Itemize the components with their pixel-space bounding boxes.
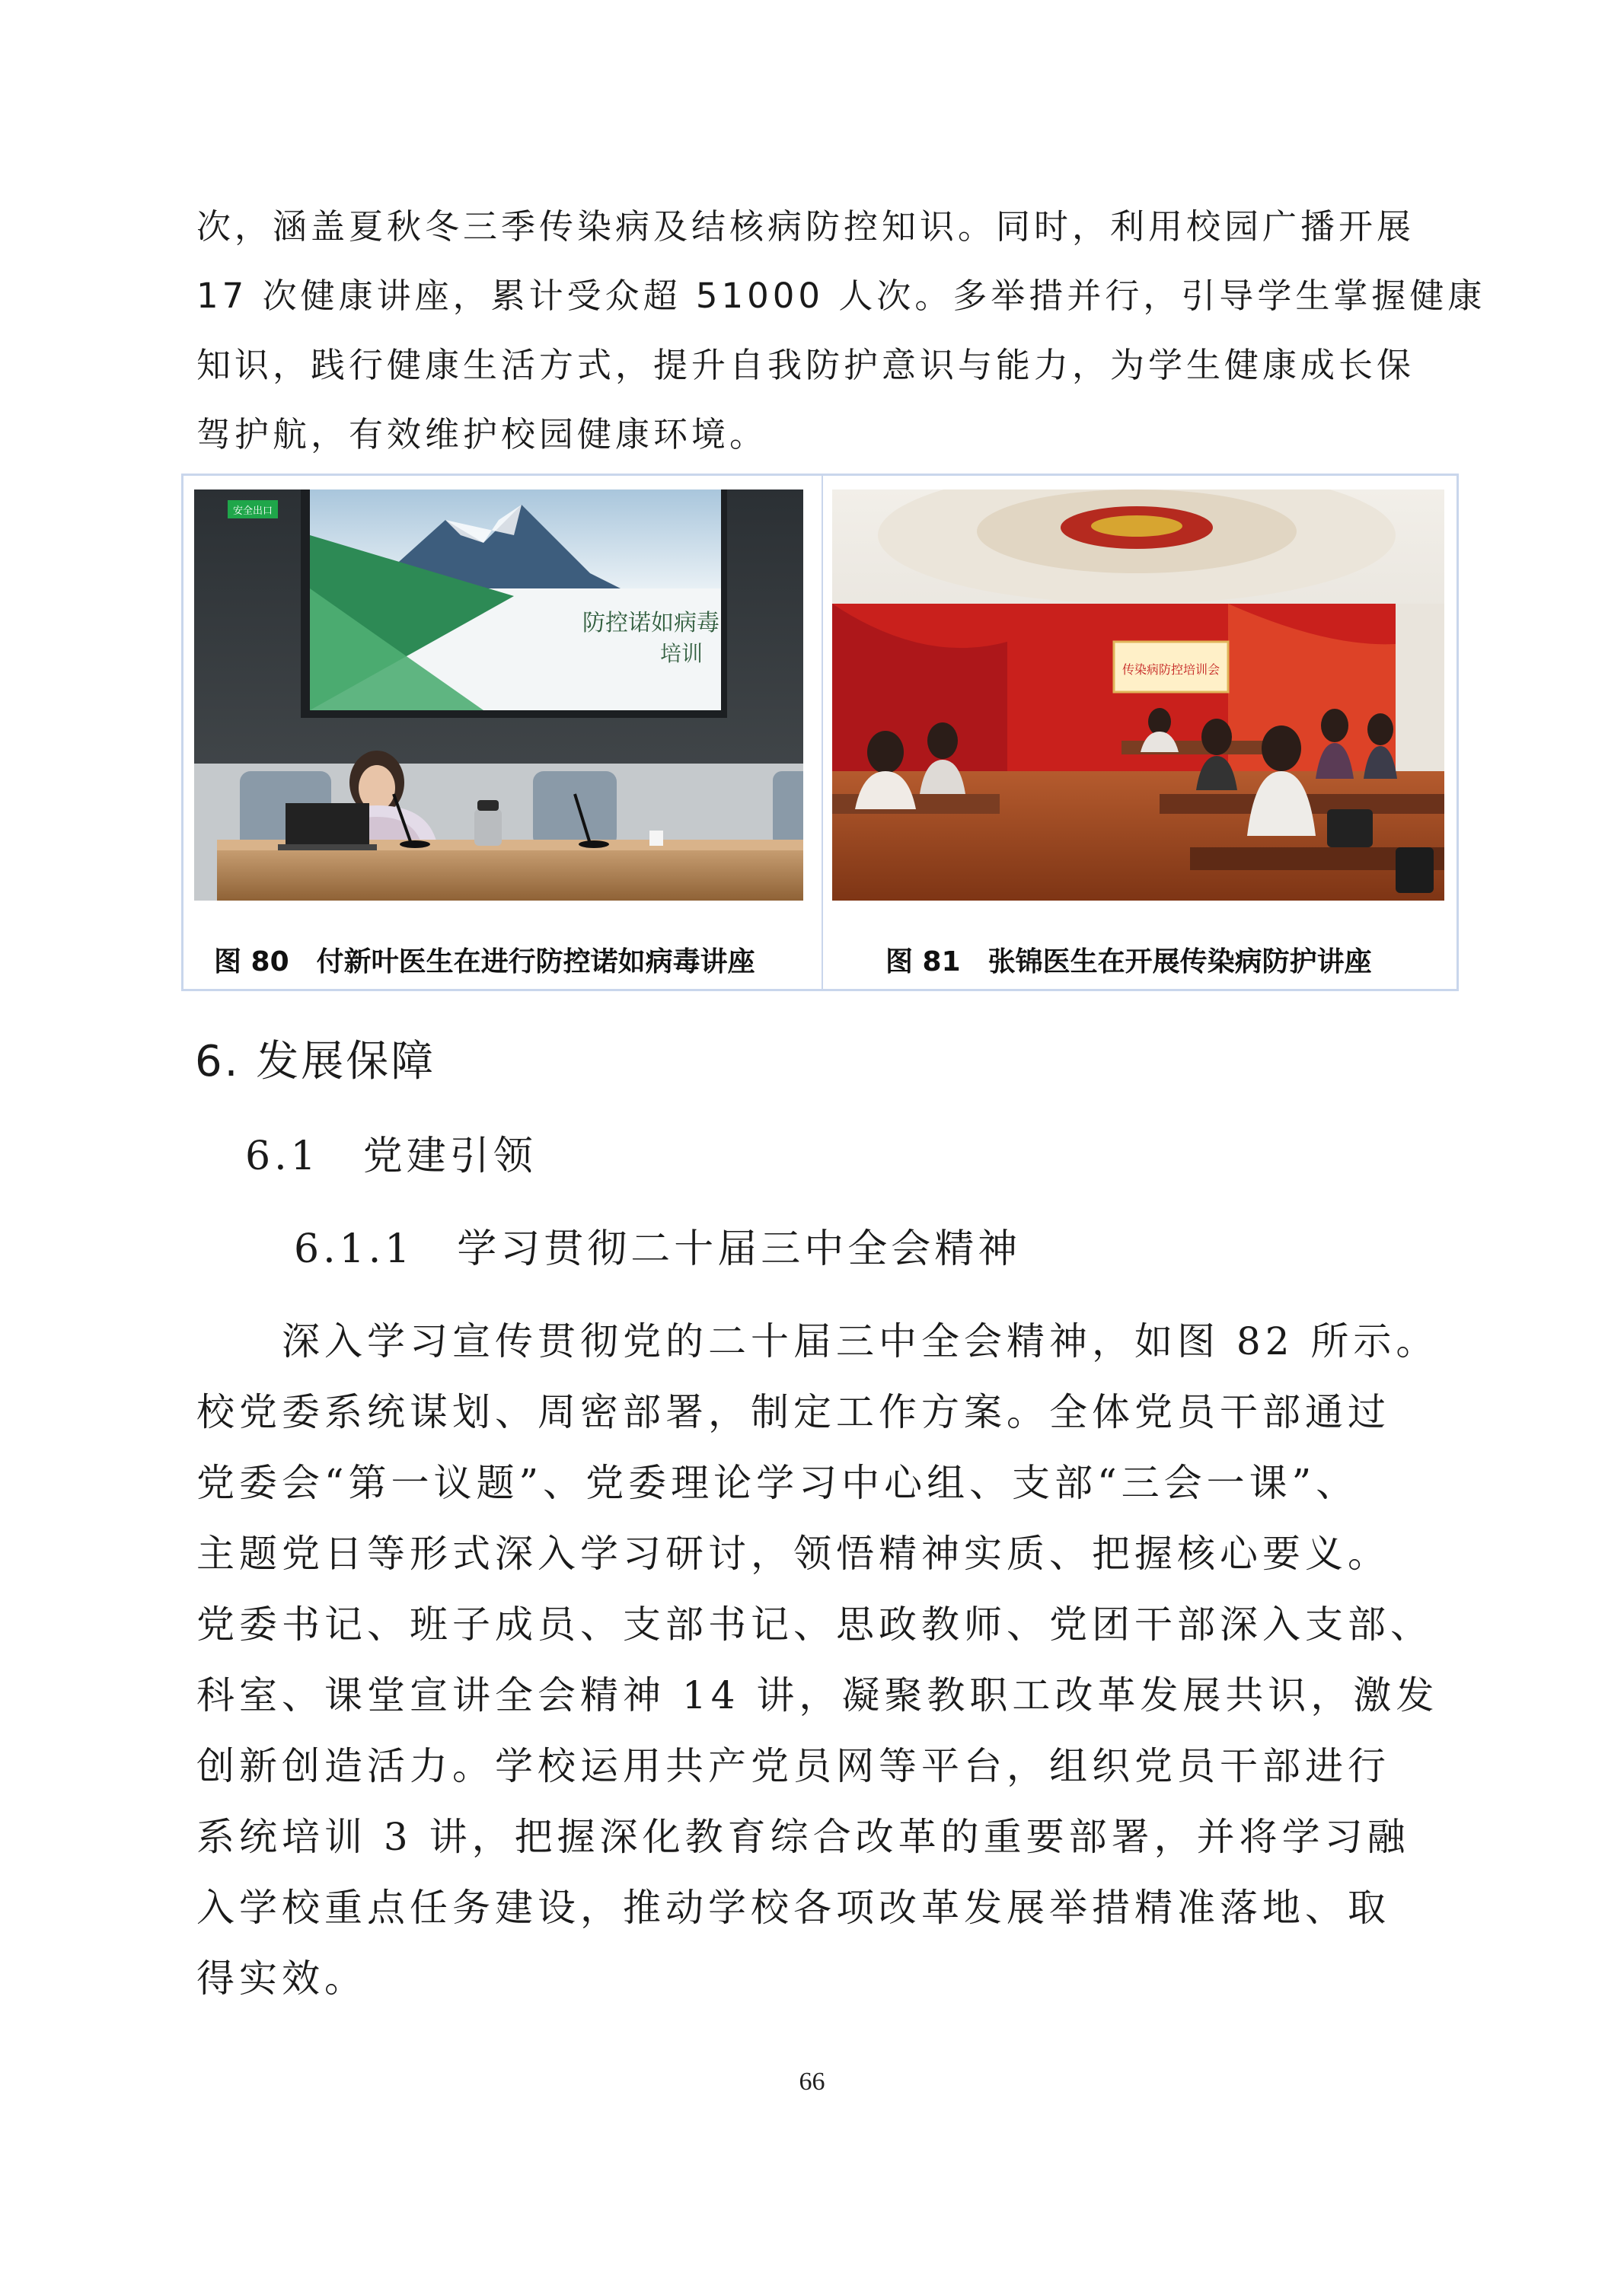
page-number: 66 (799, 2068, 825, 2096)
body-line: 得实效。 (196, 1956, 367, 2001)
section-heading-level1: 6. 发展保障 (195, 1037, 436, 1086)
body-line: 党委书记、班子成员、支部书记、思政教师、党团干部深入支部、 (196, 1602, 1433, 1647)
intro-line: 驾护航，有效维护校园健康环境。 (196, 414, 768, 454)
figure-81-caption: 图 81 张锦医生在开展传染病防护讲座 (885, 946, 1372, 977)
intro-line: 17 次健康讲座，累计受众超 51000 人次。多举措并行，引导学生掌握健康 (196, 276, 1486, 316)
photo-lecture-infectious-image (832, 489, 1444, 901)
body-line: 科室、课堂宣讲全会精神 14 讲，凝聚教职工改革发展共识，激发 (196, 1673, 1439, 1717)
photo-lecture-norovirus-image (194, 489, 803, 901)
section-heading-level3: 6.1.1 学习贯彻二十届三中全会精神 (294, 1226, 1022, 1272)
banner-text: 传染病防控培训会 (1121, 662, 1220, 677)
photo-lecture-norovirus (194, 489, 803, 901)
intro-line: 知识，践行健康生活方式，提升自我防护意识与能力，为学生健康成长保 (196, 345, 1415, 385)
figure-80-caption: 图 80 付新叶医生在进行防控诺如病毒讲座 (214, 946, 755, 977)
intro-paragraph (196, 192, 1486, 469)
screen-title-line1: 防控诺如病毒 (582, 610, 719, 636)
screen-title-line2: 培训 (659, 641, 704, 666)
figure-divider (822, 476, 823, 989)
photo-lecture-infectious (832, 489, 1444, 901)
body-line: 党委会“第一议题”、党委理论学习中心组、支部“三会一课”、 (196, 1461, 1359, 1505)
body-line: 创新创造活力。学校运用共产党员网等平台，组织党员干部进行 (196, 1744, 1390, 1788)
section-heading-level2: 6.1 党建引领 (245, 1134, 537, 1179)
body-line: 校党委系统谋划、周密部署，制定工作方案。全体党员干部通过 (196, 1390, 1390, 1434)
body-line: 系统培训 3 讲，把握深化教育综合改革的重要部署，并将学习融 (196, 1815, 1410, 1859)
body-line: 入学校重点任务建设，推动学校各项改革发展举措精准落地、取 (196, 1886, 1390, 1930)
intro-line: 次，涵盖夏秋冬三季传染病及结核病防控知识。同时，利用校园广播开展 (196, 206, 1415, 247)
body-paragraph (196, 1306, 1445, 2014)
exit-sign-text: 安全出口 (232, 505, 273, 517)
figure-table (181, 474, 1459, 991)
body-line: 深入学习宣传贯彻党的二十届三中全会精神，如图 82 所示。 (196, 1319, 1439, 1363)
body-line: 主题党日等形式深入学习研讨，领悟精神实质、把握核心要义。 (196, 1532, 1390, 1576)
